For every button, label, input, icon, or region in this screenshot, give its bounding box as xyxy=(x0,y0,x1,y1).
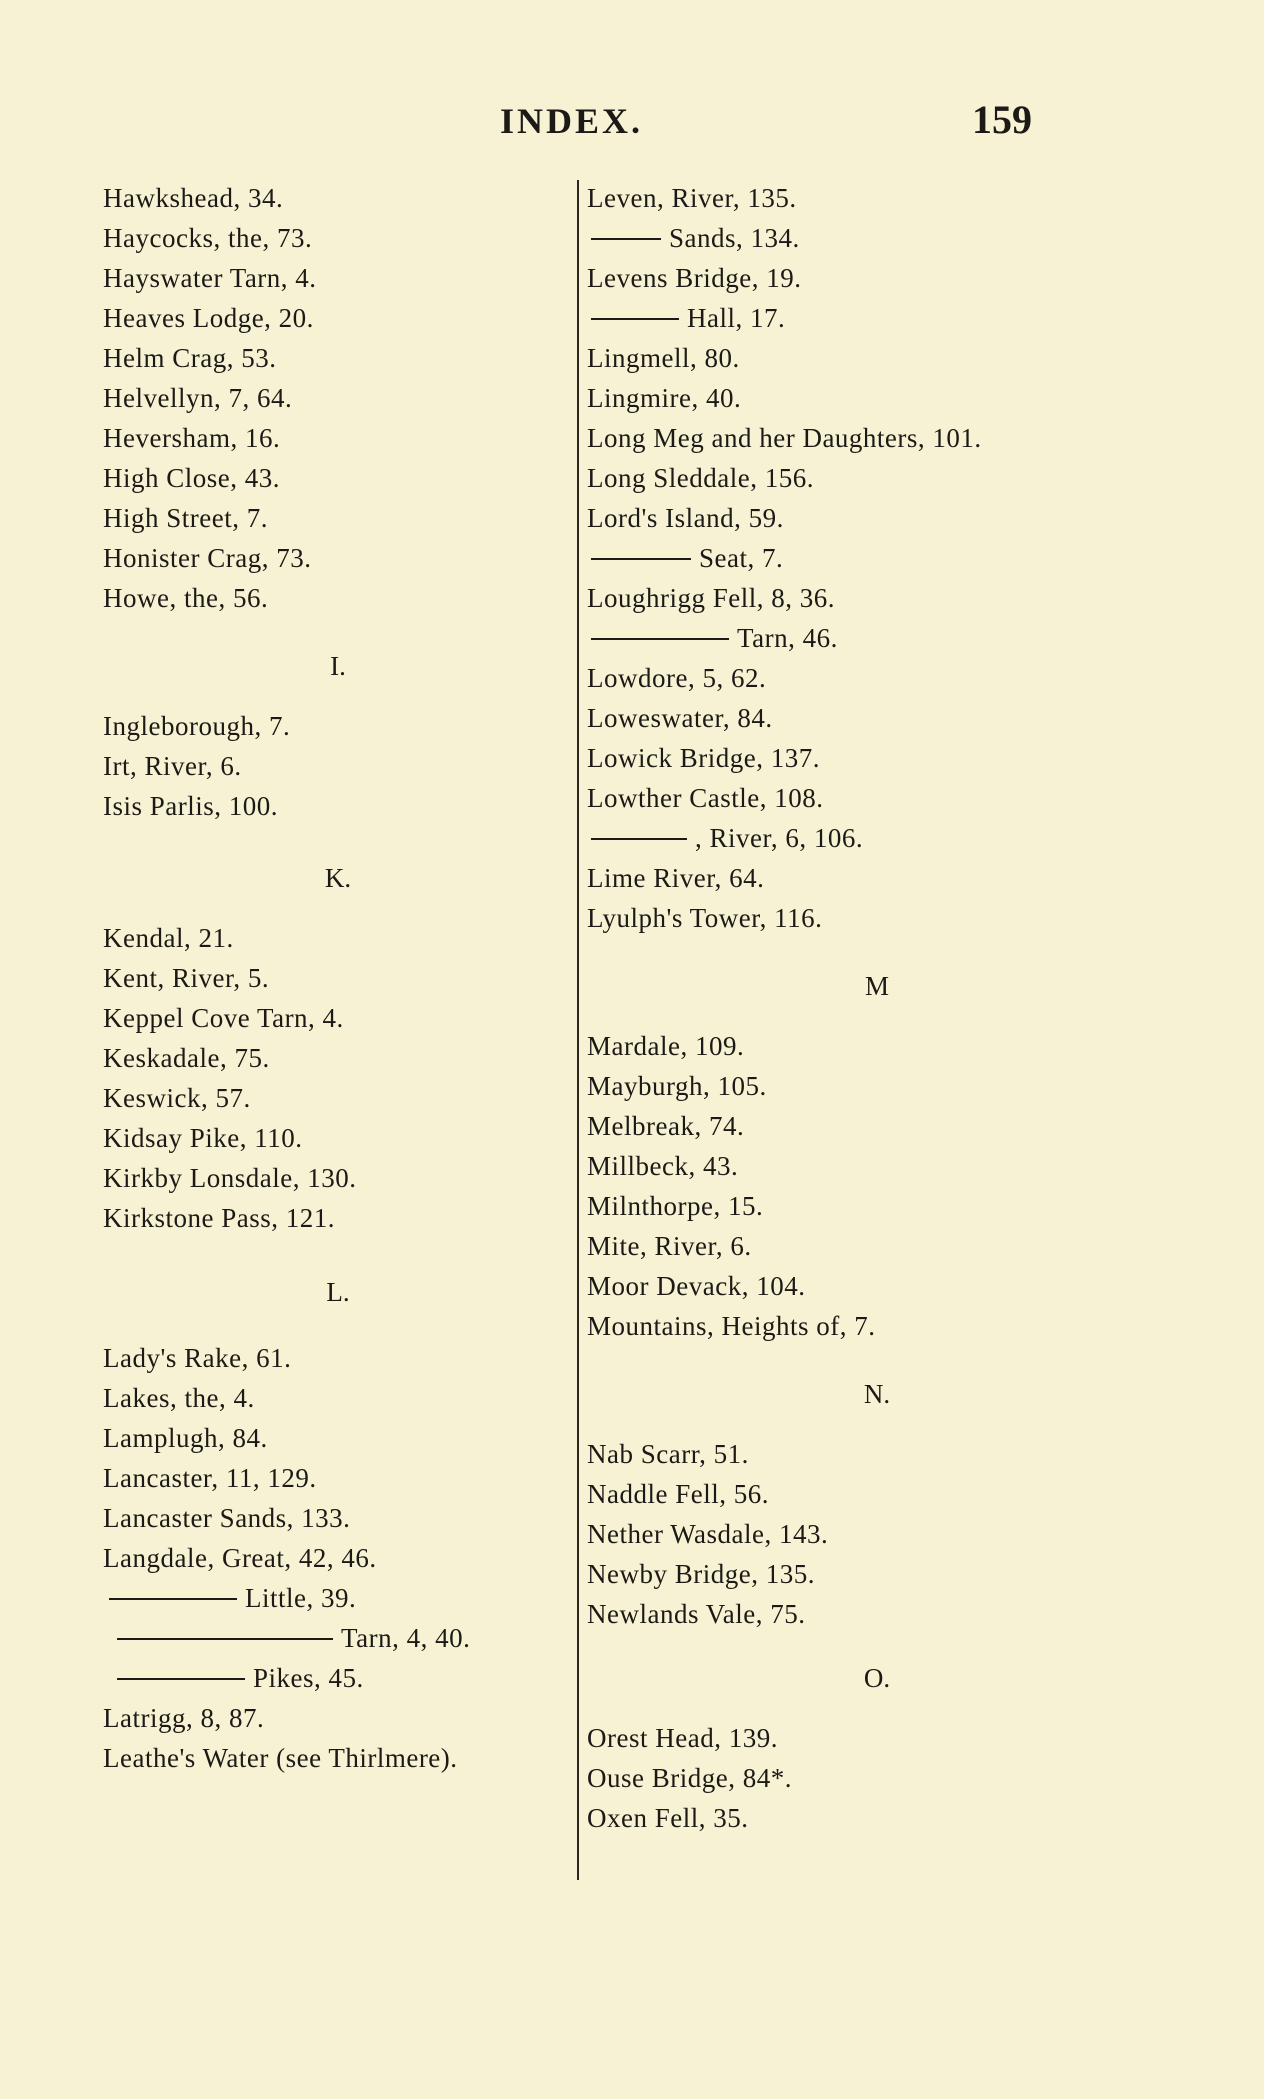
index-entry: Loweswater, 84. xyxy=(587,703,773,733)
index-entry: Loughrigg Fell, 8, 36. xyxy=(587,583,835,613)
index-entry: Honister Crag, 73. xyxy=(103,543,312,573)
index-entry: Lord's Island, 59. xyxy=(587,503,784,533)
section-heading-n: N. xyxy=(863,1379,891,1409)
index-entry: Lowdore, 5, 62. xyxy=(587,663,767,693)
index-entry-text: Tarn, 46. xyxy=(737,623,838,653)
index-entry: Heversham, 16. xyxy=(103,423,281,453)
index-entry: Isis Parlis, 100. xyxy=(103,791,279,821)
index-entry: Helm Crag, 53. xyxy=(103,343,277,373)
index-entry: Kirkby Lonsdale, 130. xyxy=(103,1163,357,1193)
index-entry: Latrigg, 8, 87. xyxy=(103,1703,265,1733)
index-entry: Lancaster, 11, 129. xyxy=(103,1463,317,1493)
index-entry: Melbreak, 74. xyxy=(587,1111,745,1141)
index-entry: Kirkstone Pass, 121. xyxy=(103,1203,335,1233)
index-entry: Langdale, Great, 42, 46. xyxy=(103,1543,377,1573)
ditto-dash xyxy=(591,638,729,640)
index-entry: Hawkshead, 34. xyxy=(103,183,284,213)
index-entry: Haycocks, the, 73. xyxy=(103,223,313,253)
index-entry: Hayswater Tarn, 4. xyxy=(103,263,317,293)
index-entry: Kent, River, 5. xyxy=(103,963,270,993)
page-title: INDEX. xyxy=(500,101,644,141)
index-entry-continued xyxy=(103,1658,573,1698)
index-entry-continued xyxy=(103,1618,573,1658)
index-entry: Heaves Lodge, 20. xyxy=(103,303,314,333)
index-entry: High Street, 7. xyxy=(103,503,268,533)
ditto-dash xyxy=(117,1638,333,1640)
index-entry: Howe, the, 56. xyxy=(103,583,269,613)
index-entry: Newlands Vale, 75. xyxy=(587,1599,806,1629)
index-entry: Leven, River, 135. xyxy=(587,183,797,213)
index-entry: Mayburgh, 105. xyxy=(587,1071,767,1101)
index-entry: Oxen Fell, 35. xyxy=(587,1803,749,1833)
section-heading-o: O. xyxy=(863,1663,891,1693)
index-entry-continued xyxy=(103,1578,573,1618)
index-entry: Lamplugh, 84. xyxy=(103,1423,268,1453)
index-entry-text: Pikes, 45. xyxy=(253,1663,364,1693)
index-entry: Newby Bridge, 135. xyxy=(587,1559,815,1589)
index-entry: High Close, 43. xyxy=(103,463,281,493)
index-entry: Keskadale, 75. xyxy=(103,1043,270,1073)
section-heading-l: L. xyxy=(326,1277,350,1307)
index-entry: Orest Head, 139. xyxy=(587,1723,778,1753)
index-entry: Lyulph's Tower, 116. xyxy=(587,903,823,933)
ditto-dash xyxy=(591,238,661,240)
index-entry-text: Seat, 7. xyxy=(699,543,784,573)
ditto-dash xyxy=(109,1598,237,1600)
index-entry: Lingmell, 80. xyxy=(587,343,740,373)
index-entry: Lowick Bridge, 137. xyxy=(587,743,820,773)
page-number: 159 xyxy=(972,97,1032,142)
index-entry-continued xyxy=(587,218,1167,258)
index-entry-continued xyxy=(587,618,1167,658)
index-entry: Keswick, 57. xyxy=(103,1083,251,1113)
index-entry-text: Sands, 134. xyxy=(669,223,800,253)
right-column xyxy=(587,178,1167,1838)
index-entry: Lakes, the, 4. xyxy=(103,1383,255,1413)
index-entry: Milnthorpe, 15. xyxy=(587,1191,764,1221)
index-entry: Leathe's Water (see Thirlmere). xyxy=(103,1743,458,1773)
index-entry: Moor Devack, 104. xyxy=(587,1271,806,1301)
index-entry: Long Meg and her Daughters, 101. xyxy=(587,423,982,453)
index-entry: Lime River, 64. xyxy=(587,863,765,893)
index-entry: Keppel Cove Tarn, 4. xyxy=(103,1003,344,1033)
index-entry-continued xyxy=(587,298,1167,338)
l-continued-block xyxy=(587,178,1167,938)
index-entry: Long Sleddale, 156. xyxy=(587,463,814,493)
index-entry: Helvellyn, 7, 64. xyxy=(103,383,293,413)
ditto-dash xyxy=(117,1678,245,1680)
index-entry-text: , River, 6, 106. xyxy=(695,823,864,853)
index-entry: Nether Wasdale, 143. xyxy=(587,1519,829,1549)
index-entry-continued xyxy=(587,818,1167,858)
ditto-dash xyxy=(591,838,687,840)
index-entry: Ingleborough, 7. xyxy=(103,711,291,741)
index-entry: Kendal, 21. xyxy=(103,923,234,953)
column-divider xyxy=(577,180,579,1880)
index-entry: Nab Scarr, 51. xyxy=(587,1439,749,1469)
index-entry-text: Tarn, 4, 40. xyxy=(341,1623,471,1653)
ditto-dash xyxy=(591,318,679,320)
index-entry: Lady's Rake, 61. xyxy=(103,1343,292,1373)
section-heading-k: K. xyxy=(324,863,352,893)
index-entry: Lingmire, 40. xyxy=(587,383,742,413)
index-entry: Mite, River, 6. xyxy=(587,1231,752,1261)
index-entry: Ouse Bridge, 84*. xyxy=(587,1763,792,1793)
index-entry: Levens Bridge, 19. xyxy=(587,263,802,293)
index-entry: Kidsay Pike, 110. xyxy=(103,1123,303,1153)
ditto-dash xyxy=(591,558,691,560)
index-entry: Mountains, Heights of, 7. xyxy=(587,1311,876,1341)
section-heading-i: I. xyxy=(330,651,346,681)
index-entry-continued xyxy=(587,538,1167,578)
index-entry: Millbeck, 43. xyxy=(587,1151,739,1181)
index-entry: Lancaster Sands, 133. xyxy=(103,1503,351,1533)
left-column xyxy=(103,178,573,1778)
index-entry: Naddle Fell, 56. xyxy=(587,1479,769,1509)
index-entry: Lowther Castle, 108. xyxy=(587,783,824,813)
section-heading-m: M xyxy=(864,971,889,1001)
index-entry: Mardale, 109. xyxy=(587,1031,745,1061)
index-entry-text: Hall, 17. xyxy=(687,303,786,333)
index-entry: Irt, River, 6. xyxy=(103,751,242,781)
index-entry-text: Little, 39. xyxy=(245,1583,357,1613)
